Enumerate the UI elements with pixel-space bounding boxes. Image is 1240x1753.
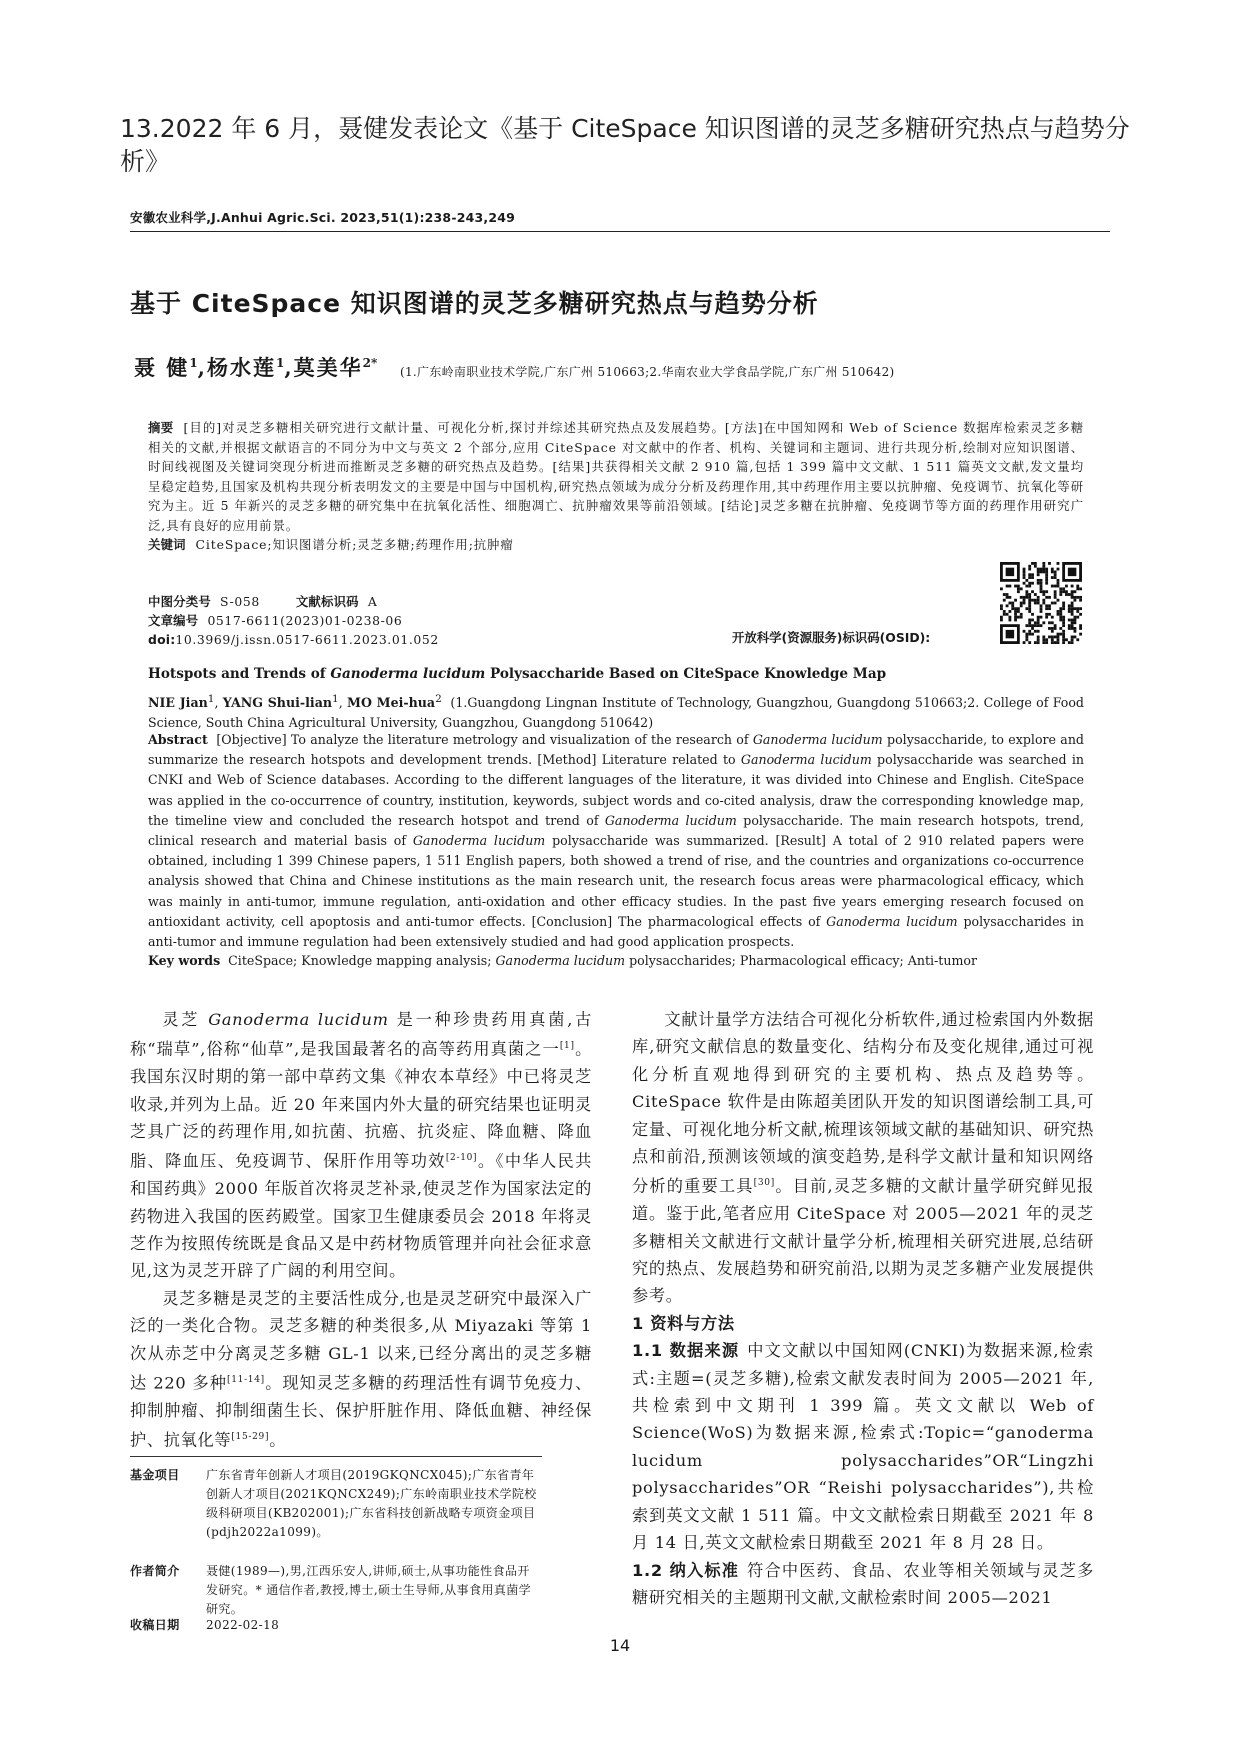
keywords-segment: CiteSpace; Knowledge mapping analysis; bbox=[228, 953, 496, 968]
qr-code-icon bbox=[1000, 562, 1082, 644]
english-title-post: Polysaccharide Based on CiteSpace Knowledge Map bbox=[485, 666, 887, 682]
abstract-species: Ganoderma lucidum bbox=[752, 732, 883, 747]
clc-label: 中图分类号 bbox=[148, 594, 211, 609]
species-name: Ganoderma lucidum bbox=[208, 1010, 389, 1029]
keywords-label: 关键词 bbox=[148, 537, 186, 552]
journal-citation-line: 安徽农业科学,J.Anhui Agric.Sci. 2023,51(1):238-243,249 bbox=[130, 210, 516, 225]
clc-line bbox=[148, 592, 377, 611]
subsection-paragraph bbox=[632, 1557, 1094, 1612]
author-name: 莫美华 bbox=[293, 355, 363, 380]
footnote-text: 2022-02-18 bbox=[206, 1618, 280, 1632]
body-column-left bbox=[130, 1006, 592, 1454]
text-run: 。目前,灵芝多糖的文献计量学研究鲜见报道。鉴于此,笔者应用 CiteSpace 对 2005—2021 年的灵芝多糖相关文献进行文献计量学分析,梳理相关研究进展,总结研究的热点、发展趋势和研究前沿,以期为灵芝多糖产业发展提供参考。 bbox=[632, 1176, 1094, 1306]
abstract-label: 摘要 bbox=[148, 420, 174, 435]
text-run: 。我国东汉时期的第一部中草药文集《神农本草经》中已将灵芝收录,并列为上品。近 20 年来国内外大量的研究结果也证明灵芝具广泛的药理作用,如抗菌、抗癌、抗炎症、降血糖、降血脂、降血压、免疫调节、保肝作用等功效 bbox=[130, 1039, 593, 1171]
text-run: 。现知灵芝多糖的药理活性有调节免疫力、抑制肿瘤、抑制细菌生长、保护肝脏作用、降低血糖、神经保护、抗氧化等 bbox=[130, 1373, 592, 1450]
clc-value: S-058 bbox=[220, 594, 260, 609]
article-number-value: 0517-6611(2023)01-0238-06 bbox=[207, 613, 403, 628]
english-abstract-label: Abstract bbox=[148, 732, 208, 747]
english-author-name: NIE Jian bbox=[148, 695, 208, 711]
author-line: 聂 健$^1$,杨水莲$^1$,莫美华$^{2*}$ bbox=[134, 355, 378, 380]
footnote-label: 收稿日期 bbox=[130, 1618, 180, 1632]
text-run: 是一种珍贵药用真菌,古称“瑞草”,俗称“仙草”,是我国最著名的高等药用真菌之一 bbox=[130, 1010, 592, 1059]
text-run: 。《中华人民共和国药典》2000 年版首次将灵芝补录,使灵芝作为国家法定的药物进入我国的医药殿堂。国家卫生健康委员会 2018 年将灵芝作为按照传统既是食品又是中药材物质管理并向社会征求意见,这为灵芝开辟了广阔的利用空间。 bbox=[130, 1151, 592, 1281]
author-affil-mark: 1 bbox=[189, 356, 198, 370]
english-author-mark: 2 bbox=[435, 693, 442, 705]
abstract-species: Ganoderma lucidum bbox=[604, 812, 737, 828]
page-number: 14 bbox=[609, 1636, 631, 1655]
english-abstract bbox=[148, 730, 1084, 952]
english-title-pre: Hotspots and Trends of bbox=[148, 666, 331, 682]
abstract-segment: polysaccharide was summarized. [Result] A total of 2 910 related papers were obtained, including 1 399 Chinese papers, 1 511 English papers, both showed a trend of rise, and the countries and organizations co-occurrence analysis showed that China and Chinese institutions as the main research unit, the research focus areas were pharmacological efficacy, which was mainly in anti-tumor, immune regulation, anti-oxidation and other efficacy studies. In the past five years emerging research focused on antioxidant activity, cell apoptosis and anti-tumor effects. [Conclusion] The pharmacological effects of bbox=[148, 833, 1084, 929]
abstract-species: Ganoderma lucidum bbox=[740, 752, 872, 768]
citation-ref: [11-14] bbox=[227, 1375, 265, 1386]
footnote-rule bbox=[130, 1456, 542, 1457]
citation-ref: [2-10] bbox=[445, 1153, 478, 1164]
doc-code-label: 文献标识码 bbox=[295, 594, 359, 609]
footnote-received bbox=[130, 1616, 542, 1635]
subsection-heading: 1.2 纳入标准 bbox=[632, 1560, 740, 1580]
text-run: 符合中医药、食品、农业等相关领域与灵芝多糖研究相关的主题期刊文献,文献检索时间 2005—2021 bbox=[632, 1560, 1094, 1607]
doc-code-value: A bbox=[367, 594, 378, 609]
abstract-segment: polysaccharide was searched in CNKI and Web of Science databases. According to the different languages of the literature, it was divided into Chinese and English. CiteSpace was applied in the co-occurrence of country, institution, keywords, subject words and co-cited analysis, draw the corresponding knowledge map, the timeline view and concluded the research hotspot and trend of bbox=[148, 752, 1084, 828]
doi-label: doi: bbox=[148, 632, 176, 647]
keywords-text: CiteSpace;知识图谱分析;灵芝多糖;药理作用;抗肿瘤 bbox=[195, 537, 514, 552]
english-title-species: Ganoderma lucidum bbox=[330, 666, 486, 682]
article-number-line bbox=[148, 611, 402, 630]
english-author-name: YANG Shui-lian bbox=[222, 695, 333, 711]
abstract-text: [目的]对灵芝多糖相关研究进行文献计量、可视化分析,探讨并综述其研究热点及发展趋势。[方法]在中国知网和 Web of Science 数据库检索灵芝多糖相关的文献,并根据文献语言的不同分为中文与英文 2 个部分,应用 CiteSpace 对文献中的作者、机构、关键词和主题词、进行共现分析,绘制对应知识图谱、时间线视图及关键词突现分析进而推断灵芝多糖的研究热点及趋势。[结果]共获得相关文献 2 910 篇,包括 1 399 篇中文文献、1 511 篇英文文献,发文量均呈稳定趋势,且国家及机构共现分析表明发文的主要是中国与中国机构,研究热点领域为成分分析及药理作用,其中药理作用主要以抗肿瘤、免疫调节、抗氧化等研究为主。近 5 年新兴的灵芝多糖的研究集中在抗氧化活性、细胞凋亡、抗肿瘤效果等前沿领域。[结论]灵芝多糖在抗肿瘤、免疫调节等方面的药理作用研究广泛,具有良好的应用前景。 bbox=[148, 420, 1084, 533]
body-paragraph bbox=[632, 1006, 1094, 1310]
subsection-heading: 1.1 数据来源 bbox=[632, 1341, 740, 1361]
english-author-name: MO Mei-hua bbox=[347, 695, 436, 711]
text-run: 中文文献以中国知网(CNKI)为数据来源,检索式:主题=(灵芝多糖),检索文献发表时间为 2005—2021 年,共检索到中文期刊 1 399 篇。英文文献以 Web of Science(WoS)为数据来源,检索式:Topic=“ganoderma lucidum polysaccharides”OR“Lingzhi polysaccharides”OR “Reishi polysaccharides”),共检索到英文文献 1 511 篇。中文文献检索日期截至 2021 年 8 月 14 日,英文文献检索日期截至 2021 年 8 月 28 日。 bbox=[632, 1341, 1094, 1553]
footnote-fund bbox=[130, 1466, 542, 1542]
english-keywords bbox=[148, 953, 1084, 968]
doi-value: 10.3969/j.issn.0517-6611.2023.01.052 bbox=[175, 632, 439, 647]
author-affil-mark: 2* bbox=[362, 356, 378, 370]
english-affiliation: (1.Guangdong Lingnan Institute of Technology, Guangzhou, Guangdong 510663;2. College of Food Science, South China Agricultural University, Guangzhou, Guangdong 510642) bbox=[148, 695, 1084, 731]
body-paragraph bbox=[130, 1006, 592, 1285]
abstract-segment: polysaccharide, to explore and summarize the research hotspots and development trends. [Method] Literature related to bbox=[148, 732, 1084, 768]
keywords-species: Ganoderma lucidum bbox=[495, 953, 626, 968]
keywords-segment: polysaccharides; Pharmacological efficacy; Anti-tumor bbox=[625, 953, 978, 968]
citation-ref: [1] bbox=[559, 1041, 575, 1052]
text-run: 。 bbox=[269, 1430, 287, 1450]
author-name: 杨水莲 bbox=[206, 355, 276, 380]
abstract-species: Ganoderma lucidum bbox=[412, 833, 546, 849]
section-heading: 1 资料与方法 bbox=[632, 1313, 735, 1333]
note-title: 13.2022 年 6 月，聂健发表论文《基于 CiteSpace 知识图谱的灵芝多糖研究热点与趋势分析》 bbox=[120, 114, 1130, 176]
english-title bbox=[148, 666, 1084, 682]
author-name: 聂 健 bbox=[134, 355, 190, 380]
body-paragraph bbox=[130, 1285, 592, 1454]
chinese-abstract bbox=[148, 418, 1084, 555]
citation-ref: [15-29] bbox=[231, 1432, 270, 1443]
author-affiliation: (1.广东岭南职业技术学院,广东广州 510663;2.华南农业大学食品学院,广东广州 510642) bbox=[400, 365, 895, 379]
text-run: 灵芝多糖是灵芝的主要活性成分,也是灵芝研究中最深入广泛的一类化合物。灵芝多糖的种类很多,从 Miyazaki 等第 1 次从赤芝中分离灵芝多糖 GL-1 以来,已经分离出的灵芝多糖达 220 多种 bbox=[130, 1288, 592, 1393]
english-author-block: NIE Jian$^1$, YANG Shui-lian$^1$, MO Mei-hua$^2$ (1.Guangdong Lingnan Institute of Technology, Guangzhou, Guangdong 510663;2. College of Food Science, South China Agricultural University, Guangzhou, Guangdong 510642) bbox=[148, 693, 1084, 731]
header-rule bbox=[130, 231, 1110, 232]
footnote-text: 聂健(1989—),男,江西乐安人,讲师,硕士,从事功能性食品开发研究。* 通信作者,教授,博士,硕士生导师,从事食用真菌学研究。 bbox=[206, 1564, 532, 1616]
footnote-label: 基金项目 bbox=[130, 1468, 180, 1482]
footnote-text: 广东省青年创新人才项目(2019GKQNCX045);广东省青年创新人才项目(2021KQNCX249);广东岭南职业技术学院校级科研项目(KB202001);广东省科技创新战略专项资金项目(pdjh2022a1099)。 bbox=[206, 1468, 537, 1539]
paper-title: 基于 CiteSpace 知识图谱的灵芝多糖研究热点与趋势分析 bbox=[130, 289, 819, 318]
abstract-segment: [Objective] To analyze the literature metrology and visualization of the research of bbox=[216, 732, 753, 747]
abstract-species: Ganoderma lucidum bbox=[826, 913, 958, 929]
body-column-right bbox=[632, 1006, 1094, 1611]
article-number-label: 文章编号 bbox=[148, 613, 199, 628]
osid-label: 开放科学(资源服务)标识码(OSID): bbox=[732, 630, 931, 645]
english-keywords-label: Key words bbox=[148, 953, 221, 968]
text-run: 灵芝 bbox=[162, 1010, 209, 1029]
author-affil-mark: 1 bbox=[275, 356, 285, 370]
doi-line bbox=[148, 630, 439, 649]
subsection-paragraph bbox=[632, 1337, 1094, 1556]
footnote-author bbox=[130, 1562, 542, 1619]
english-author-mark: 1 bbox=[207, 693, 215, 705]
text-run: 文献计量学方法结合可视化分析软件,通过检索国内外数据库,研究文献信息的数量变化、结构分布及变化规律,通过可视化分析直观地得到研究的主要机构、热点及趋势等。CiteSpace 软件是由陈超美团队开发的知识图谱绘制工具,可定量、可视化地分析文献,梳理该领域文献的基础知识、研究热点和前沿,预测该领域的演变趋势,是科学文献计量和知识网络分析的重要工具 bbox=[632, 1010, 1094, 1196]
abstract-segment: polysaccharides in anti-tumor and immune regulation had been extensively studied and had good application prospects. bbox=[148, 913, 1084, 950]
citation-ref: [30] bbox=[753, 1178, 775, 1189]
footnote-label: 作者简介 bbox=[130, 1564, 180, 1578]
english-author-mark: 1 bbox=[332, 693, 339, 705]
abstract-segment: polysaccharide. The main research hotspots, trend, clinical research and material basis of bbox=[148, 812, 1084, 849]
